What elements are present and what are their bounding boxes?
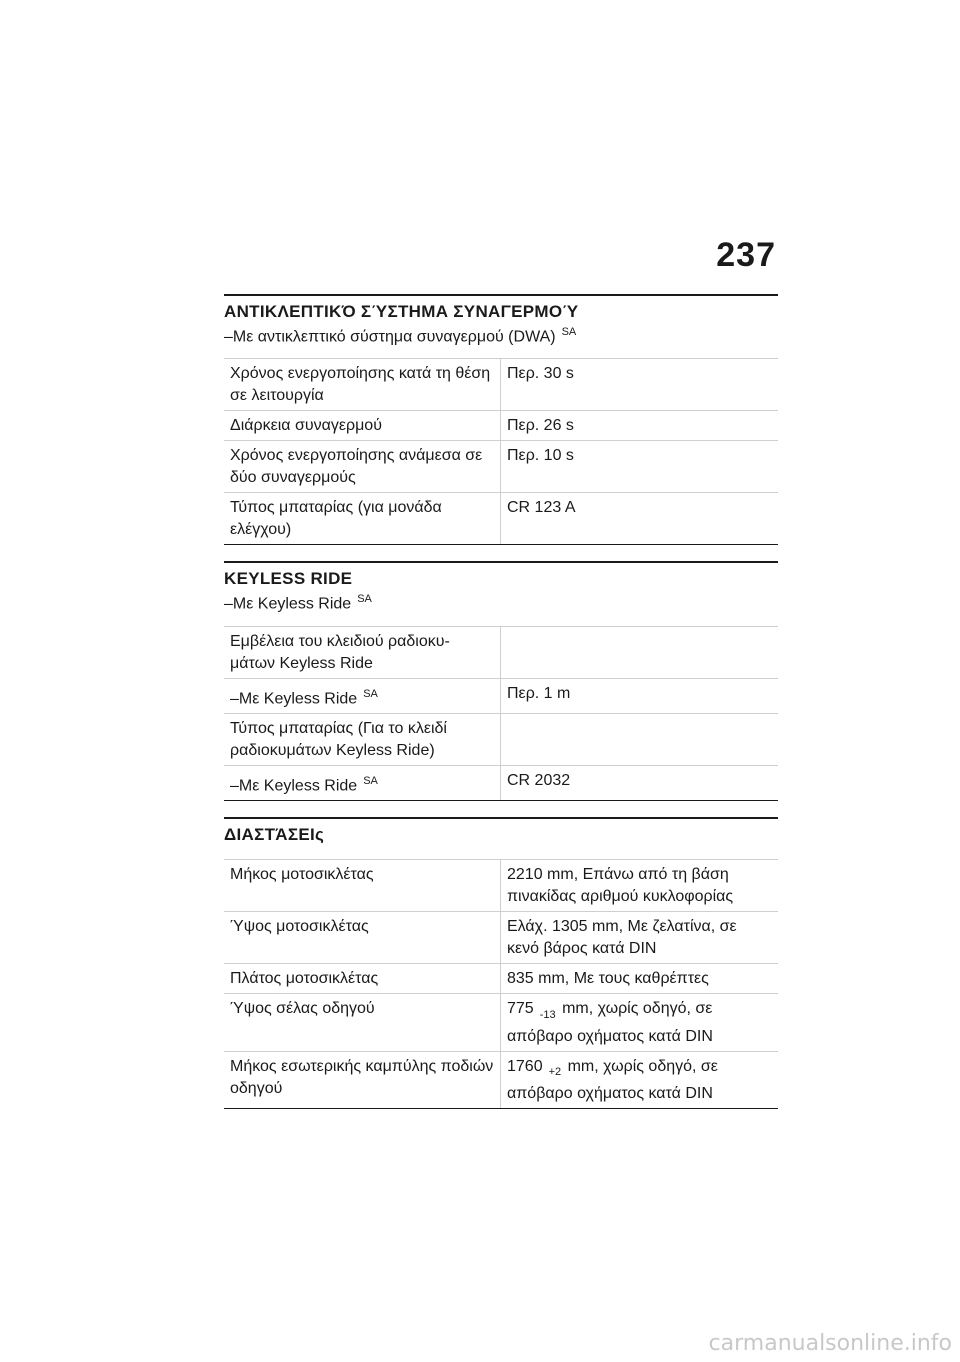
spec-label: Ύψος μοτοσικλέτας	[224, 912, 501, 964]
spec-label: Διάρκεια συναγερμού	[224, 411, 501, 441]
spec-label	[224, 765, 501, 800]
table-row	[224, 994, 778, 1051]
page-number: 237	[716, 236, 776, 274]
spec-value: CR 2032	[501, 765, 779, 800]
tolerance: +2	[548, 1065, 562, 1078]
spec-value	[501, 713, 779, 765]
spec-label: Ύψος σέλας οδηγού	[224, 994, 501, 1051]
spec-value: Περ. 1 m	[501, 678, 779, 713]
condition-text: –Με αντικλεπτικό σύστημα συναγερμού (DWA)	[224, 328, 556, 346]
spec-label: Μήκος εσωτερικής καμπύλης ποδιών οδηγού	[224, 1051, 501, 1108]
table-row	[224, 713, 778, 765]
table-row	[224, 441, 778, 493]
table-row	[224, 626, 778, 678]
spec-value	[501, 1051, 779, 1108]
spec-label: Εμβέλεια του κλειδιού ραδιοκυ-μάτων Keyless Ride	[224, 626, 501, 678]
table-row	[224, 912, 778, 964]
section-divider	[224, 561, 778, 563]
spec-value: Περ. 10 s	[501, 441, 779, 493]
spec-label	[224, 678, 501, 713]
spec-label: Μήκος μοτοσικλέτας	[224, 860, 501, 912]
condition-alarm	[224, 326, 778, 346]
sa-mark: SA	[561, 326, 577, 338]
spec-value: Περ. 26 s	[501, 411, 779, 441]
section-title-alarm: ΑΝΤΙΚΛΕΠΤΙΚΌ ΣΎΣΤΗΜΑ ΣΥΝΑΓΕΡΜΟΎ	[224, 302, 579, 321]
spec-value: Περ. 30 s	[501, 359, 779, 411]
watermark: carmanualsonline.info	[708, 1331, 952, 1356]
spec-condition: –Με Keyless Ride	[230, 777, 358, 795]
value-number: 1760	[507, 1057, 543, 1075]
section-title-dimensions: ΔΙΑΣΤΆΣΕΙς	[224, 825, 325, 845]
value-number: 775	[507, 1000, 534, 1018]
alarm-spec-table	[224, 358, 778, 545]
spec-value: 2210 mm, Επάνω από τη βάση πινακίδας αριθμού κυκλοφορίας	[501, 860, 779, 912]
spec-label: Χρόνος ενεργοποίησης κατά τη θέση σε λειτουργία	[224, 359, 501, 411]
section-keyless	[224, 561, 778, 801]
condition-text: –Με Keyless Ride	[224, 595, 352, 613]
dimensions-spec-table	[224, 859, 778, 1108]
table-row	[224, 493, 778, 545]
spec-value: Ελάχ. 1305 mm, Με ζελατίνα, σε κενό βάρος κατά DIN	[501, 912, 779, 964]
spec-label: Χρόνος ενεργοποίησης ανάμεσα σε δύο συναγερμούς	[224, 441, 501, 493]
sa-mark: SA	[363, 687, 378, 700]
value-text: mm, χωρίς οδηγό, σε απόβαρο οχήματος κατά DIN	[507, 1057, 718, 1102]
spec-value	[501, 626, 779, 678]
table-row	[224, 860, 778, 912]
page-content	[224, 294, 778, 1125]
table-row	[224, 1051, 778, 1108]
spec-label: Τύπος μπαταρίας (για μονάδα ελέγχου)	[224, 493, 501, 545]
tolerance: -13	[539, 1008, 556, 1021]
spec-condition: –Με Keyless Ride	[230, 689, 358, 707]
table-row	[224, 765, 778, 800]
sa-mark: SA	[357, 593, 372, 606]
section-alarm	[224, 294, 778, 545]
condition-keyless	[224, 593, 778, 613]
table-row	[224, 359, 778, 411]
keyless-spec-table	[224, 626, 778, 802]
value-text: mm, χωρίς οδηγό, σε απόβαρο οχήματος κατά DIN	[507, 1000, 713, 1045]
table-row	[224, 678, 778, 713]
section-title-keyless: KEYLESS RIDE	[224, 569, 353, 589]
spec-value: CR 123 A	[501, 493, 779, 545]
spec-value	[501, 994, 779, 1051]
sa-mark: SA	[363, 774, 378, 787]
spec-value: 835 mm, Με τους καθρέπτες	[501, 964, 779, 994]
spec-label: Τύπος μπαταρίας (Για το κλειδί ραδιοκυμάτων Keyless Ride)	[224, 713, 501, 765]
section-divider	[224, 817, 778, 819]
section-dimensions	[224, 817, 778, 1108]
table-row	[224, 411, 778, 441]
table-row	[224, 964, 778, 994]
spec-label: Πλάτος μοτοσικλέτας	[224, 964, 501, 994]
section-divider	[224, 294, 778, 296]
